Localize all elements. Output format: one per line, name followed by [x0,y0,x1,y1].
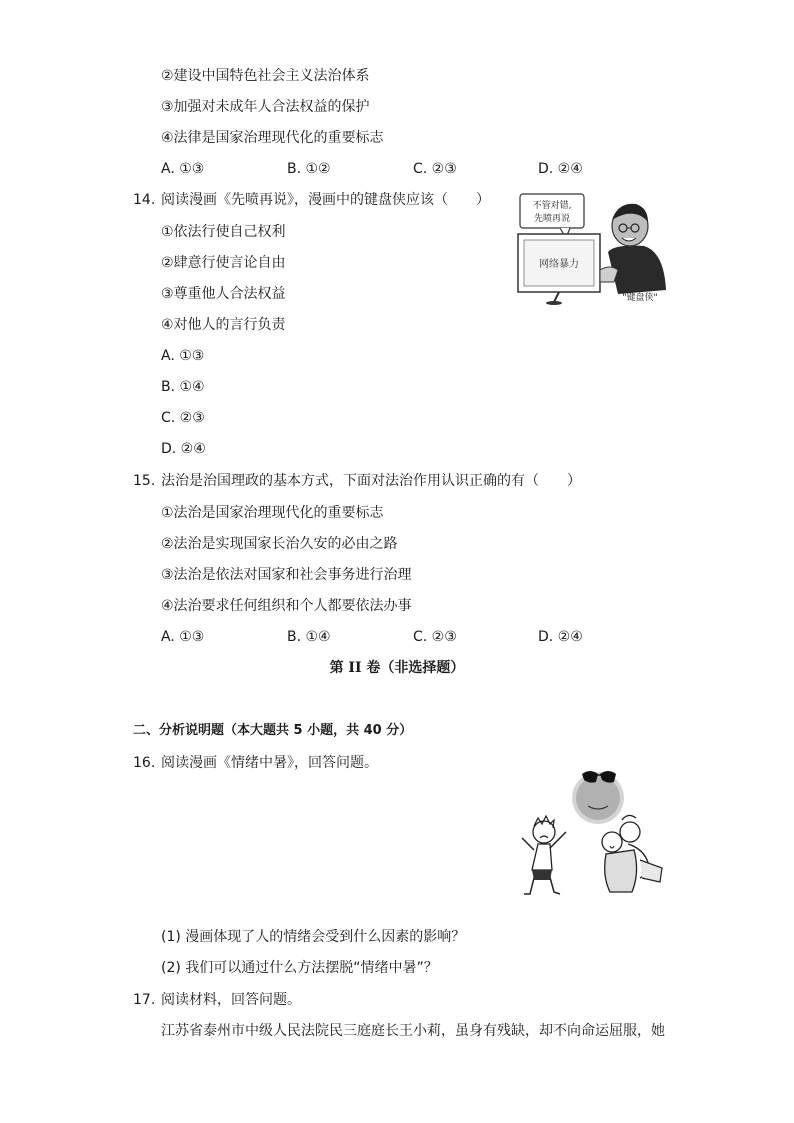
crying-person-head [602,832,622,852]
q13-item-2: ②建设中国特色社会主义法治体系 [161,68,370,84]
q15-item-4: ④法治要求任何组织和个人都要依法办事 [161,598,412,614]
q13-item-3: ③加强对未成年人合法权益的保护 [161,99,370,115]
q14-item-1: ①依法行使自己权利 [161,224,286,240]
q14-item-3: ③尊重他人合法权益 [161,286,286,302]
angry-person-head [533,821,555,843]
q13-option-d[interactable]: D. ②④ [538,161,583,177]
screen-text: 网络暴力 [539,259,579,270]
q15-stem: 法治是治国理政的基本方式，下面对法治作用认识正确的有（ ） [161,473,581,489]
q14-option-d[interactable]: D. ②④ [161,441,206,457]
q13-option-a[interactable]: A. ①③ [161,161,205,177]
q15-option-a[interactable]: A. ①③ [161,629,205,645]
q17-number: 17. [133,992,156,1008]
q15-option-b[interactable]: B. ①④ [287,629,331,645]
q14-stem: 阅读漫画《先喷再说》，漫画中的键盘侠应该（ ） [161,192,490,208]
q15-option-c[interactable]: C. ②③ [413,629,457,645]
q14-option-a[interactable]: A. ①③ [161,348,205,364]
q14-item-4: ④对他人的言行负责 [161,317,286,333]
q15-item-3: ③法治是依法对国家和社会事务进行治理 [161,567,412,583]
q15-item-1: ①法治是国家治理现代化的重要标志 [161,505,384,521]
q16-stem: 阅读漫画《情绪中暑》，回答问题。 [161,755,378,771]
q15-options [161,627,641,647]
speech-line-2: 先喷再说 [533,214,571,224]
q15-item-2: ②法治是实现国家长治久安的必由之路 [161,536,398,552]
q16-sub-2: (2) 我们可以通过什么方法摆脱“情绪中暑”？ [161,960,438,976]
q14-item-2: ②肆意行使言论自由 [161,255,286,271]
q16-number: 16. [133,755,156,771]
q13-option-c[interactable]: C. ②③ [413,161,457,177]
q14-option-c[interactable]: C. ②③ [161,410,205,426]
cartoon-caption: "键盘侠" [622,293,658,303]
q17-material: 江苏省泰州市中级人民法院民三庭庭长王小莉，虽身有残缺，却不向命运屈服，她 [161,1023,665,1039]
comforting-person-head [620,822,640,842]
q16-sub-1: (1) 漫画体现了人的情绪会受到什么因素的影响？ [161,929,466,945]
q13-item-4: ④法律是国家治理现代化的重要标志 [161,130,384,146]
q13-option-b[interactable]: B. ①② [287,161,331,177]
part-title: 二、分析说明题（本大题共 5 小题，共 40 分） [133,723,413,738]
q16-cartoon-image [520,760,670,900]
section-title: 第 II 卷（非选择题） [329,660,465,676]
q17-stem: 阅读材料，回答问题。 [161,992,301,1008]
q14-number: 14. [133,192,156,208]
q15-option-d[interactable]: D. ②④ [538,629,583,645]
q14-cartoon-image [514,190,672,308]
speech-line-1: 不管对错, [532,201,572,211]
q14-option-b[interactable]: B. ①④ [161,379,205,395]
q15-number: 15. [133,473,156,489]
q13-options [161,159,641,179]
